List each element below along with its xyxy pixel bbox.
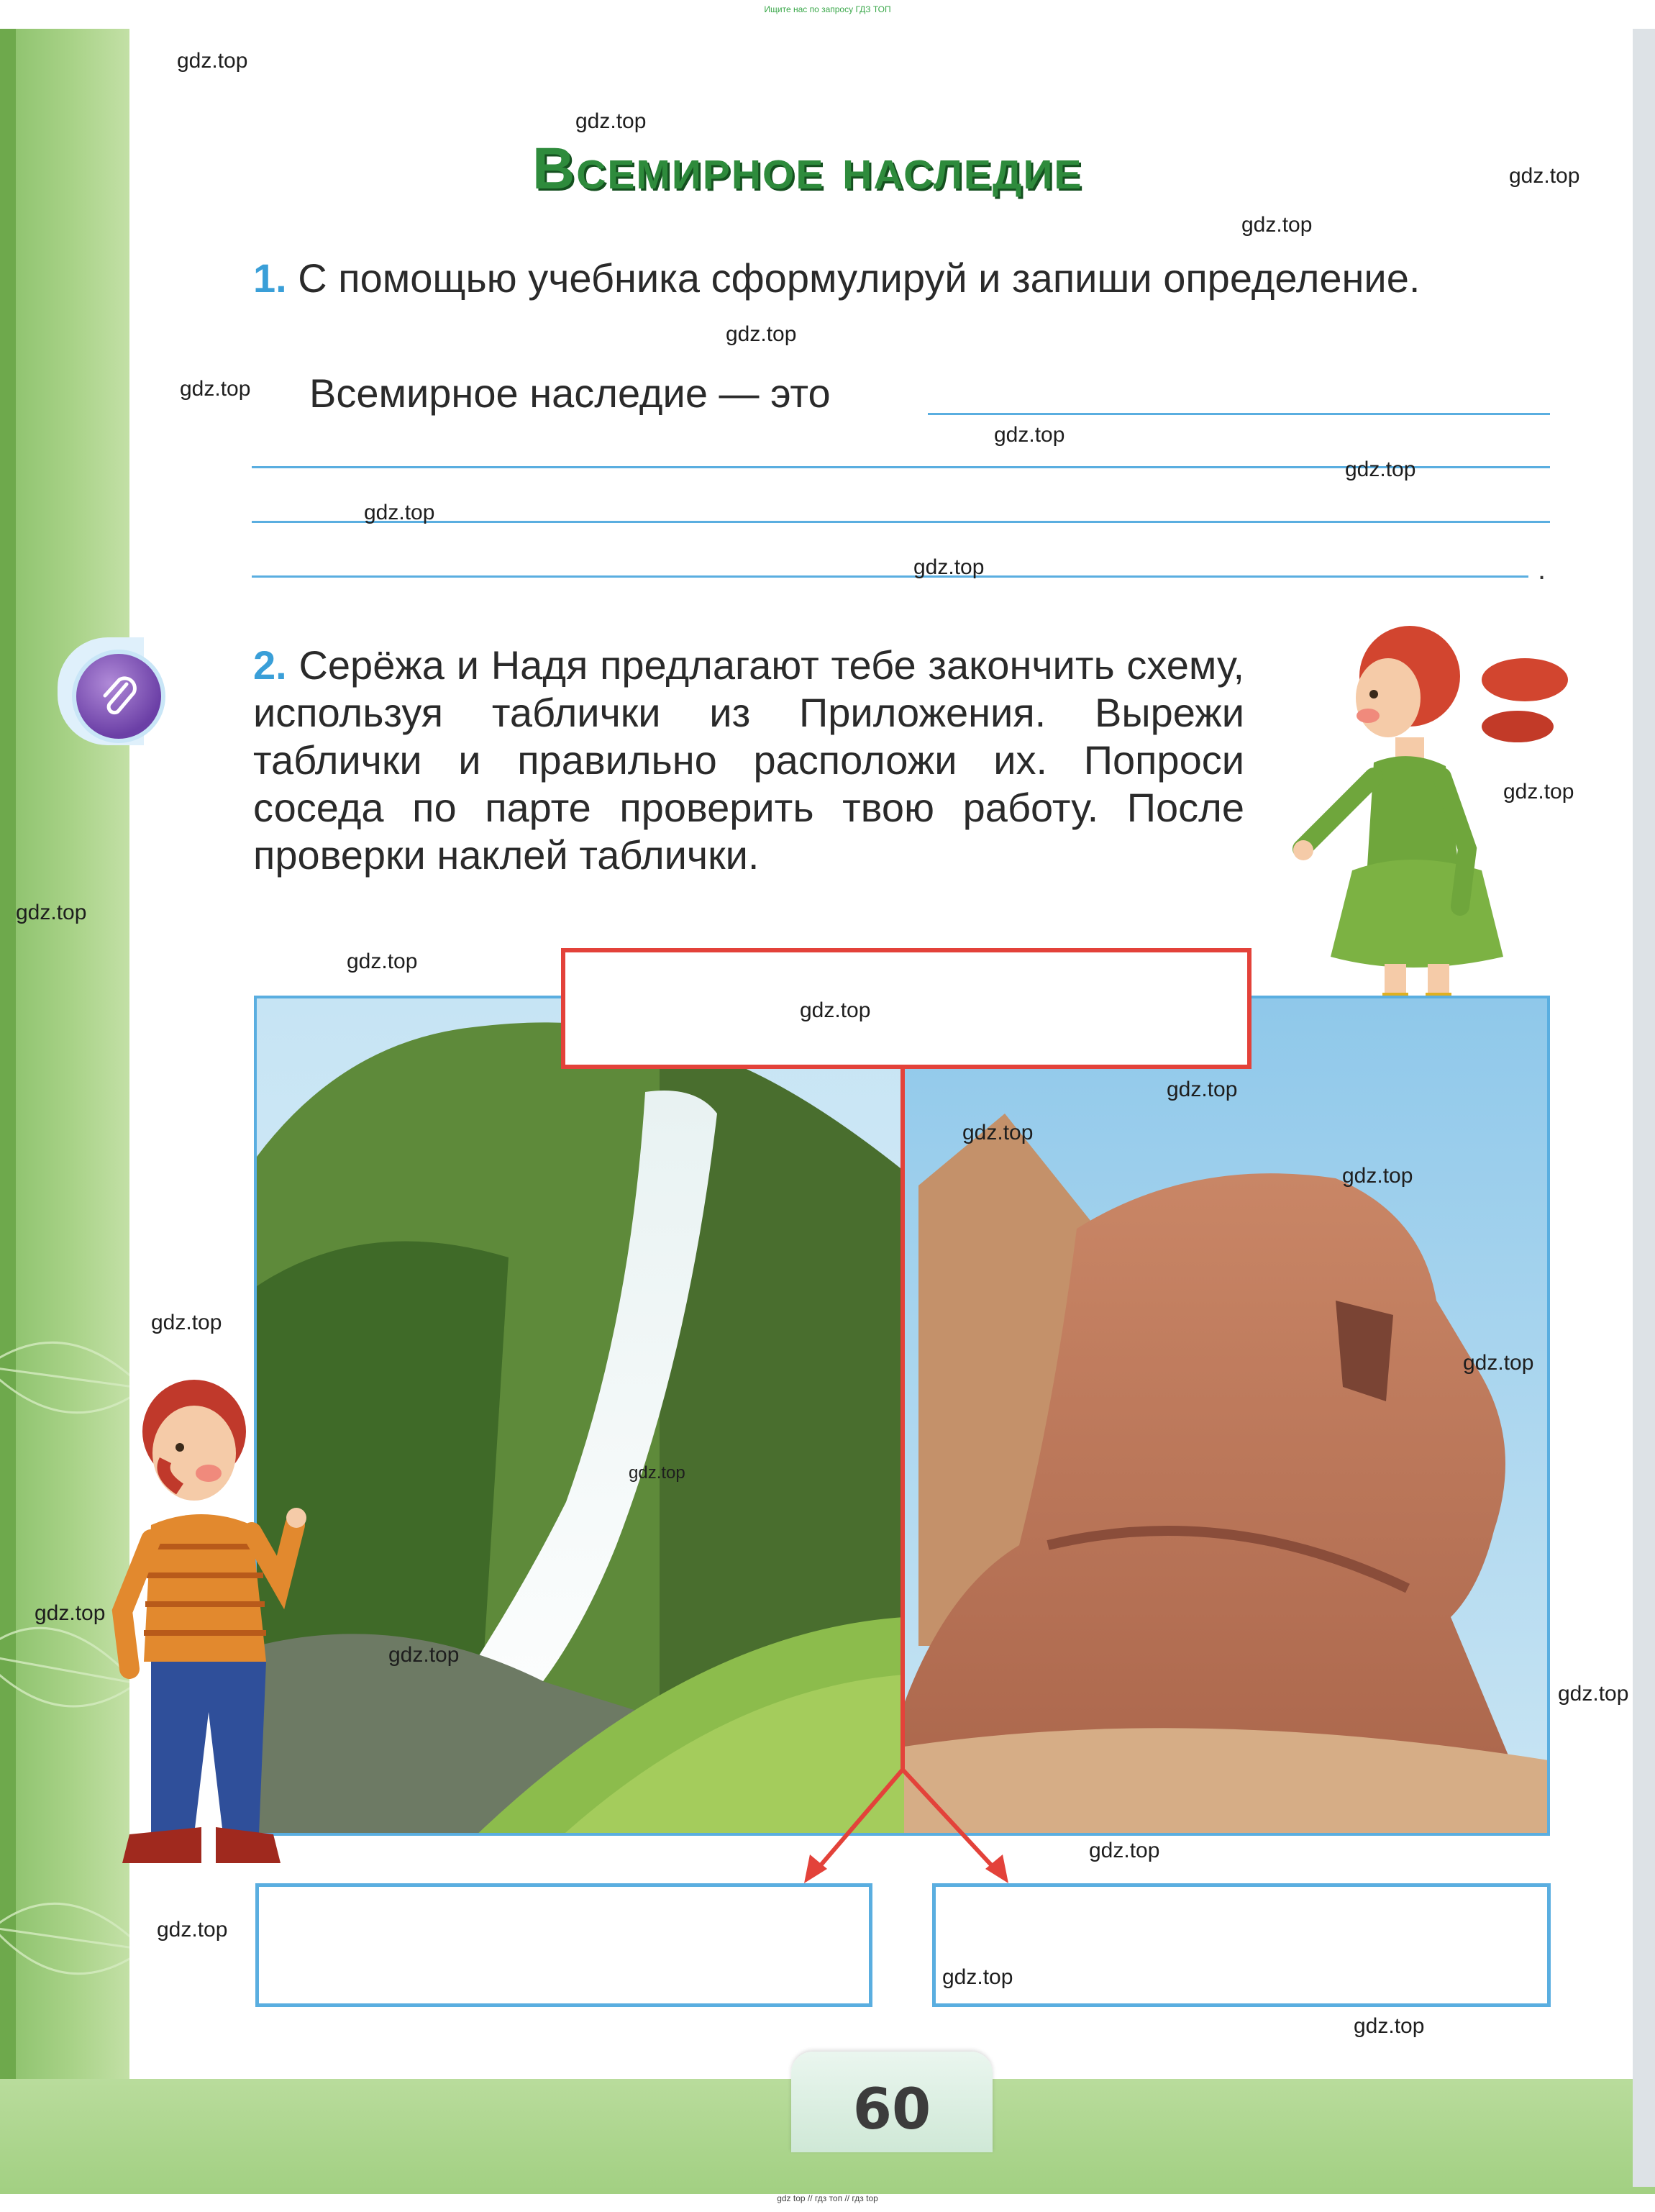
boy-illustration xyxy=(101,1367,316,1863)
watermark: gdz.top xyxy=(1558,1682,1629,1706)
watermark: gdz.top xyxy=(575,109,647,133)
watermark: gdz.top xyxy=(347,950,418,973)
watermark: gdz.top xyxy=(1241,213,1313,237)
watermark: gdz.top xyxy=(364,501,435,524)
watermark: gdz.top xyxy=(16,901,87,924)
watermark: gdz.top xyxy=(151,1311,222,1334)
task-1-text: С помощью учебника сформулируй и запиши определение. xyxy=(298,255,1421,301)
top-banner: Ищите нас по запросу ГДЗ ТОП xyxy=(764,4,891,14)
watermark: gdz.top xyxy=(726,322,797,346)
page-number: 60 xyxy=(852,2077,931,2142)
watermark: gdz.top xyxy=(1345,458,1416,481)
watermark: gdz.top xyxy=(962,1121,1034,1144)
task-1 xyxy=(253,255,1548,302)
waterfall-photo xyxy=(257,998,904,1836)
scheme-box-right[interactable] xyxy=(932,1883,1551,2007)
definition-label: Всемирное наследие — это xyxy=(309,370,831,416)
answer-end-dot: . xyxy=(1538,554,1546,586)
answer-line-3[interactable] xyxy=(252,521,1550,523)
watermark: gdz.top xyxy=(157,1918,228,1942)
paperclip-icon xyxy=(72,650,165,743)
watermark: gdz.top xyxy=(1089,1839,1160,1862)
watermark: gdz.top xyxy=(1354,2014,1425,2038)
scheme-top-box[interactable] xyxy=(561,948,1251,1069)
watermark: gdz.top xyxy=(180,377,251,401)
photo-illustrations xyxy=(257,998,1550,1836)
watermark: gdz.top xyxy=(1167,1078,1238,1101)
watermark: gdz.top xyxy=(994,423,1065,447)
photo-panel xyxy=(254,996,1550,1836)
answer-line-1[interactable] xyxy=(928,413,1550,415)
bottom-banner: gdz top // гдз топ // гдз top xyxy=(777,2193,878,2203)
watermark: gdz.top xyxy=(1509,164,1580,188)
task-2-number: 2. xyxy=(253,642,287,688)
watermark: gdz.top xyxy=(629,1463,685,1483)
watermark: gdz.top xyxy=(177,49,248,73)
answer-line-4[interactable] xyxy=(252,575,1528,578)
page-title: Всемирное наследие xyxy=(532,136,1083,201)
watermark: gdz.top xyxy=(388,1643,460,1667)
task-2 xyxy=(253,642,1244,879)
watermark: gdz.top xyxy=(1463,1351,1534,1375)
watermark: gdz.top xyxy=(800,998,871,1022)
task-1-number: 1. xyxy=(253,255,287,301)
task-2-text: Серёжа и Надя предлагают тебе закончить схему, используя таблички из Приложения. Вырежи таблички и правильно расположи их. Попроси соседа по парте проверить твою работу. После проверки наклей таблички. xyxy=(253,642,1245,878)
watermark: gdz.top xyxy=(35,1601,106,1625)
watermark: gdz.top xyxy=(913,555,985,579)
scheme-box-left[interactable] xyxy=(255,1883,872,2007)
watermark: gdz.top xyxy=(1342,1164,1413,1188)
watermark: gdz.top xyxy=(1503,780,1574,804)
watermark: gdz.top xyxy=(942,1965,1013,1989)
page-right-edge xyxy=(1633,29,1655,2187)
paperclip-icon-glyph xyxy=(94,671,144,722)
